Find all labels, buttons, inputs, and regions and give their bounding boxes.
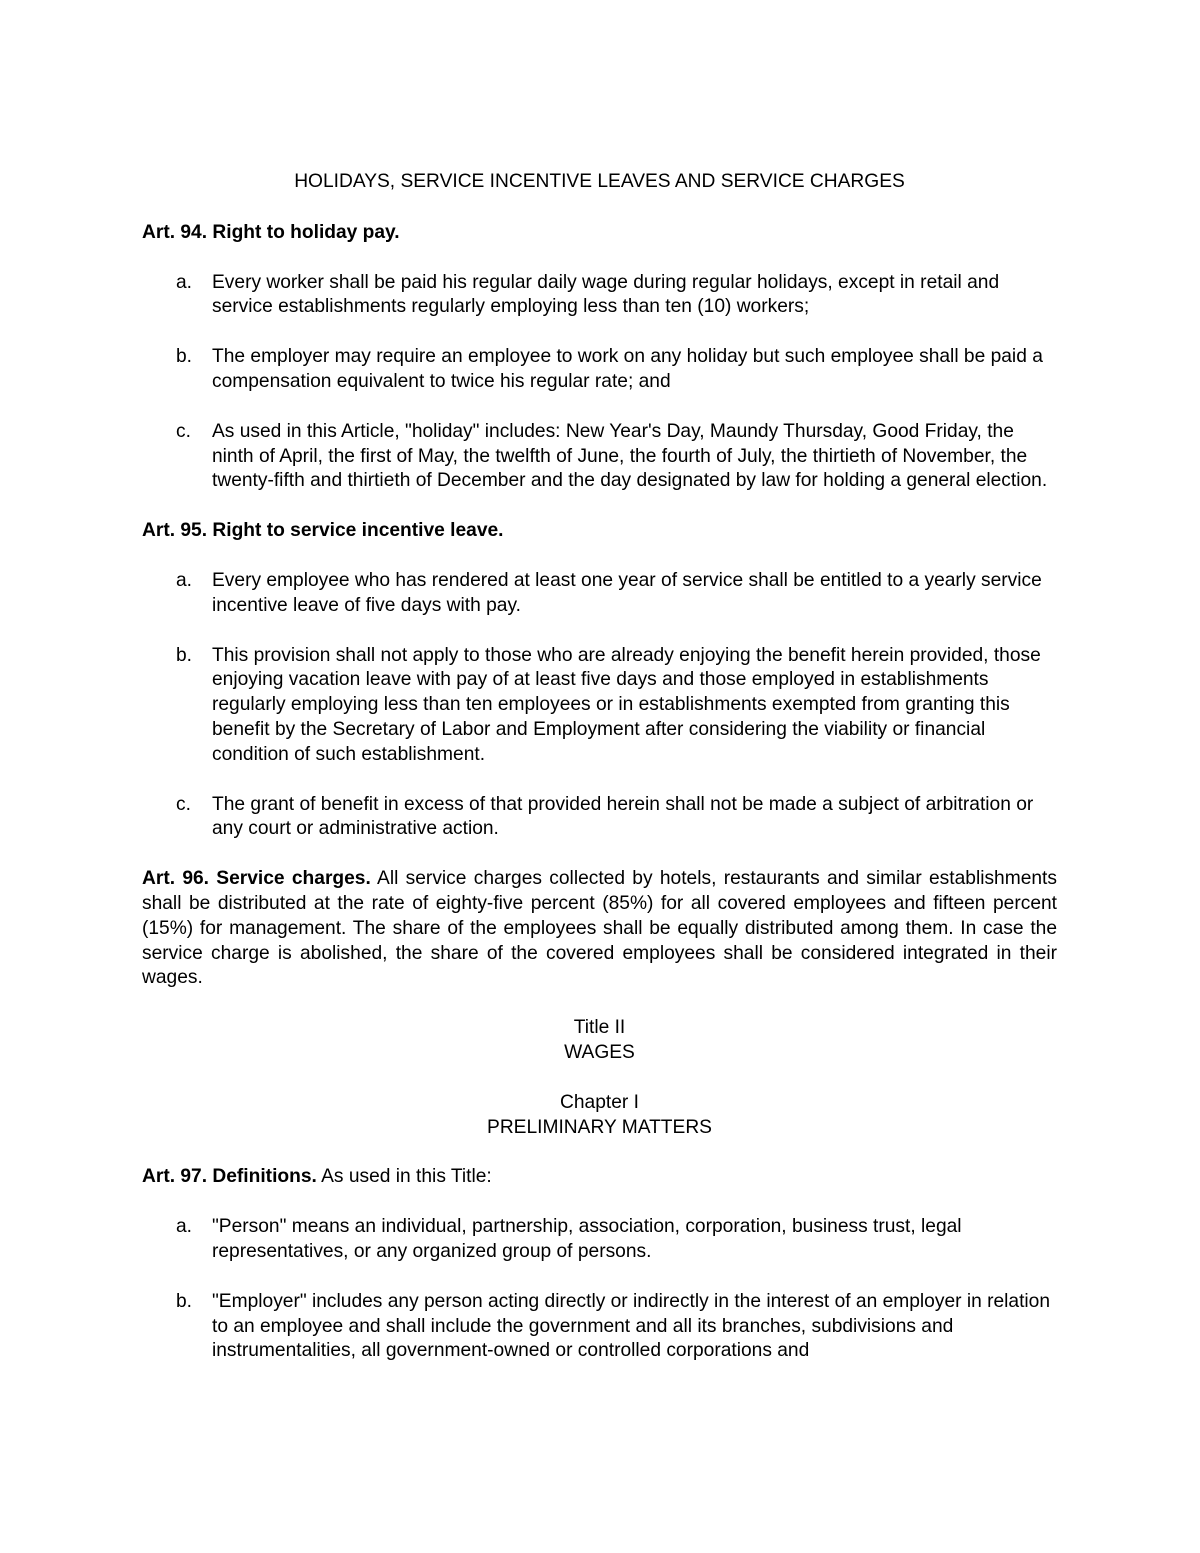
list-marker: a.	[176, 1216, 193, 1238]
article-94-title: Art. 94. Right to holiday pay.	[142, 221, 400, 243]
article-95-title: Art. 95. Right to service incentive leave.	[142, 520, 504, 542]
list-item	[142, 793, 1057, 843]
article-95-heading	[142, 519, 1057, 544]
list-item-text: "Person" means an individual, partnership, association, corporation, business trust, legal representatives, or any organized group of persons.	[212, 1216, 962, 1262]
article-94-list	[142, 271, 1057, 495]
title-name: WAGES	[564, 1041, 635, 1063]
article-96-paragraph	[142, 867, 1057, 991]
list-marker: c.	[176, 793, 191, 815]
article-97-title: Art. 97. Definitions.	[142, 1166, 317, 1188]
list-item-text: Every employee who has rendered at least one year of service shall be entitled to a yearly service incentive leave of five days with pay.	[212, 569, 1042, 616]
title-number: Title II	[573, 1017, 626, 1039]
list-item	[142, 345, 1057, 395]
list-item	[142, 1290, 1057, 1364]
section-heading: HOLIDAYS, SERVICE INCENTIVE LEAVES AND SERVICE CHARGES	[294, 171, 905, 192]
list-marker: b.	[176, 644, 193, 666]
list-item-text: The employer may require an employee to work on any holiday but such employee shall be paid a compensation equivalent to twice his regular rate; and	[212, 346, 1043, 392]
list-marker: a.	[176, 569, 193, 591]
list-marker: b.	[176, 346, 193, 368]
list-item	[142, 271, 1057, 321]
article-97-list	[142, 1215, 1057, 1364]
list-item	[142, 644, 1057, 768]
list-item	[142, 420, 1057, 494]
list-item-text: "Employer" includes any person acting directly or indirectly in the interest of an employer in relation to an employee and shall include the government and all its branches, subdivisions and instrumentalities, all government-owned or controlled corporations and	[212, 1290, 1051, 1362]
chapter-number: Chapter I	[560, 1091, 639, 1113]
list-item-text: Every worker shall be paid his regular daily wage during regular holidays, except in retail and service establishments regularly employing less than ten (10) workers;	[212, 271, 1000, 318]
article-96-body: All service charges collected by hotels, restaurants and similar establishments shall be distributed at the rate of eighty-five percent (85%) for all covered employees and fifteen percent (15%) for management. The share of the employees shall be equally distributed among them. In case the service charge is abolished, the share of the covered employees shall be considered integrated in their wages.	[142, 868, 1057, 989]
list-item-text: This provision shall not apply to those who are already enjoying the benefit herein provided, those enjoying vacation leave with pay of at least five days and those employed in establishments regularly employing less than ten employees or in establishments exempted from granting this benefit by the Secretary of Labor and Employment after considering the viability or financial condition of such establishment.	[212, 644, 1041, 765]
list-marker: c.	[176, 420, 191, 442]
article-94-heading	[142, 221, 1057, 246]
article-96-title: Art. 96. Service charges.	[142, 868, 371, 890]
list-item-text: The grant of benefit in excess of that provided herein shall not be made a subject of arbitration or any court or administrative action.	[212, 793, 1034, 840]
document-body	[142, 170, 1057, 1389]
list-item-text: As used in this Article, "holiday" includes: New Year's Day, Maundy Thursday, Good Friday, the ninth of April, the first of May, the twelfth of June, the fourth of July, the thirtieth of November, the twenty-fifth and thirtieth of December and the day designated by law for holding a general election.	[212, 420, 1048, 492]
list-marker: b.	[176, 1290, 193, 1312]
list-marker: a.	[176, 271, 193, 293]
list-item	[142, 569, 1057, 619]
title-block	[142, 1016, 1057, 1066]
list-item	[142, 1215, 1057, 1265]
article-95-list	[142, 569, 1057, 842]
article-97-intro: As used in this Title:	[321, 1166, 492, 1188]
article-97-heading	[142, 1165, 1057, 1190]
chapter-name: PRELIMINARY MATTERS	[487, 1116, 712, 1138]
chapter-block	[142, 1091, 1057, 1141]
